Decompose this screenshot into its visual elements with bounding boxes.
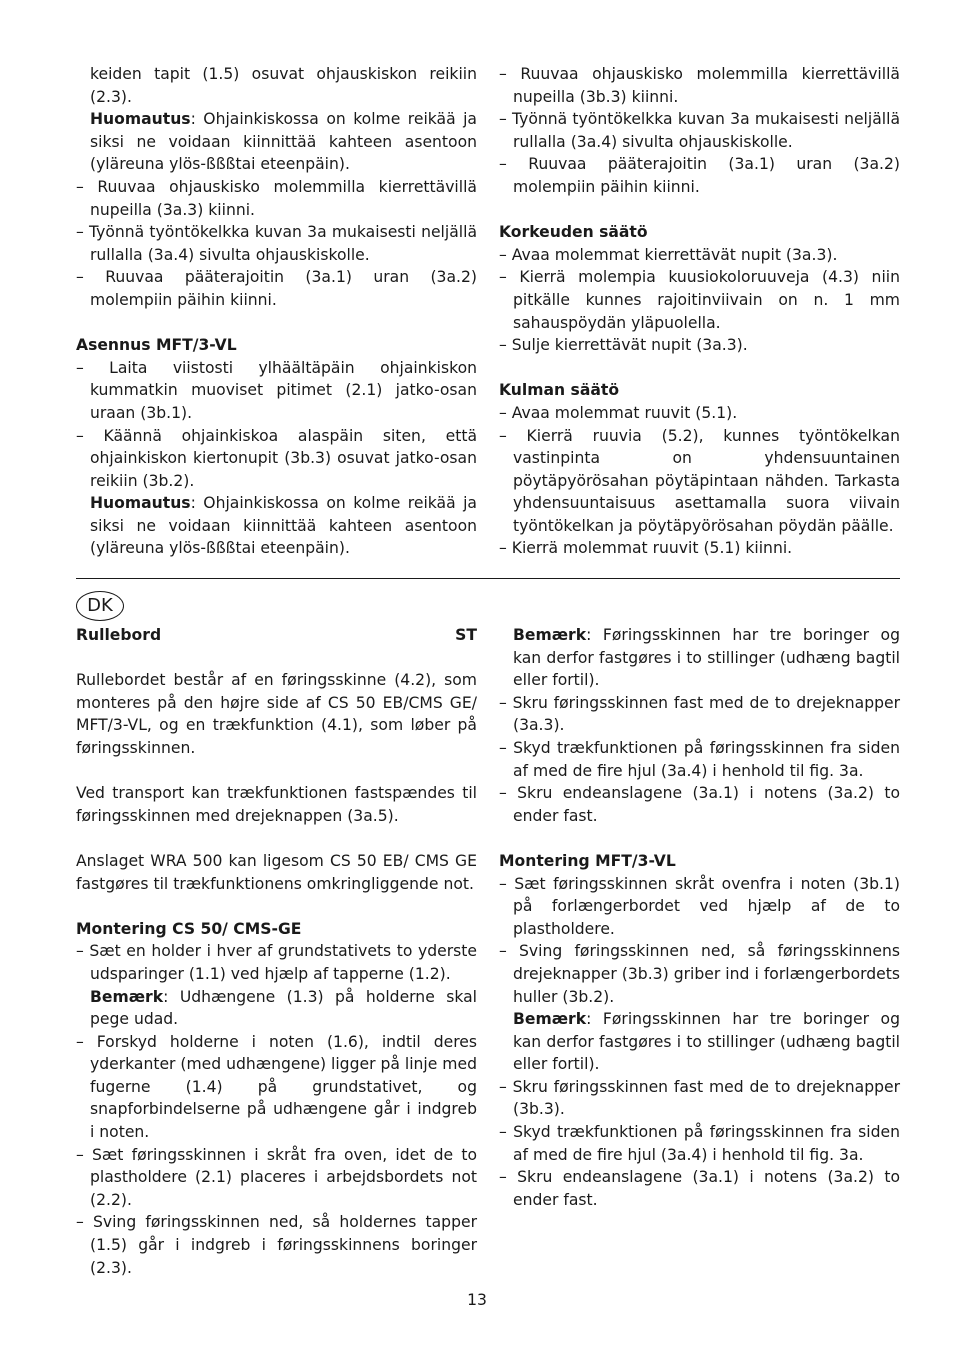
list-item: – Skyd trækfunktionen på føringsskinnen fra siden af med de fire hjul (3a.4) i henhold til fig. 3a. bbox=[499, 1123, 900, 1164]
top-right-column bbox=[499, 63, 900, 560]
list-item: – Ruuvaa pääterajoitin (3a.1) uran (3a.2) molempiin päihin kiinni. bbox=[499, 155, 900, 196]
language-badge bbox=[76, 591, 124, 621]
section-heading: Asennus MFT/3-VL bbox=[76, 336, 237, 355]
list-item: – Ruuvaa ohjauskisko molemmilla kierrettävillä nupeilla (3a.3) kiinni. bbox=[76, 177, 477, 219]
section-divider bbox=[76, 578, 900, 579]
list-item: – Käännä ohjainkiskoa alaspäin siten, että ohjainkiskon kiertonupit (3b.3) osuvat jatko-osan reikiin (3b.2). bbox=[76, 426, 477, 490]
bottom-left-column bbox=[76, 624, 477, 1279]
list-item: – Sæt en holder i hver af grundstativets to yderste udsparinger (1.1) ved hjælp af tapperne (1.2). bbox=[76, 942, 477, 983]
list-item: – Sving føringsskinnen ned, så føringsskinnens drejeknapper (3b.3) griber ind i forlængerbordets huller (3b.2). bbox=[499, 942, 900, 1006]
language-code: DK bbox=[87, 595, 113, 616]
note-label: Bemærk bbox=[513, 626, 587, 644]
note-paragraph bbox=[499, 624, 900, 692]
paragraph: Ved transport kan trækfunktionen fastspændes til føringsskinnen med drejeknappen (3a.5). bbox=[76, 784, 477, 825]
note-paragraph bbox=[499, 1008, 900, 1076]
list-item: – Sulje kierrettävät nupit (3a.3). bbox=[499, 336, 748, 355]
bottom-right-column bbox=[499, 624, 900, 1211]
note-label: Bemærk bbox=[513, 1010, 587, 1029]
list-item: – Avaa molemmat kierrettävät nupit (3a.3). bbox=[499, 245, 838, 264]
list-item: – Kierrä molempia kuusiokoloruuveja (4.3) niin pitkälle kunnes rajoitinviivain on n. 1 mm sahauspöydän yläpuolella. bbox=[499, 268, 900, 332]
top-left-column bbox=[76, 63, 477, 560]
list-item: – Ruuvaa pääterajoitin (3a.1) uran (3a.2) molempiin päihin kiinni. bbox=[76, 268, 477, 309]
note-paragraph bbox=[76, 108, 477, 176]
list-item: – Laita viistosti ylhäältäpäin ohjainkiskon kummatkin muoviset pitimet (2.1) jatko-osan uraan (3b.1). bbox=[76, 358, 477, 422]
list-item: – Forskyd holderne i noten (1.6), indtil deres yderkanter (med udhængene) ligger på linje med fugerne (1.4) på grundstativet, og snapforbindelserne på udhængene går i indgreb i noten. bbox=[76, 1032, 477, 1142]
list-item: – Avaa molemmat ruuvit (5.1). bbox=[499, 403, 738, 422]
section-heading: Kulman säätö bbox=[499, 381, 620, 400]
section-title: Rullebord bbox=[76, 626, 162, 644]
note-text: : Føringsskinnen har tre boringer og kan derfor fastgøres i to stillinger (udhæng bagtil eller fortil). bbox=[513, 1010, 900, 1074]
section-title-row bbox=[76, 624, 477, 647]
list-item: – Kierrä ruuvia (5.2), kunnes työntökelkan vastinpinta on yhdensuuntainen pöytäpyörösahan pöytäpintaan nähden. Tarkasta yhdensuuntaisuus asettamalla suora viivain työntökelkan ja pöytäpyörösahan pöydän päälle. bbox=[499, 426, 900, 535]
list-item: – Sving føringsskinnen ned, så holdernes tapper (1.5) går i indgreb i føringsskinnens boringer (2.3). bbox=[76, 1213, 477, 1277]
section-heading: Montering CS 50/ CMS-GE bbox=[76, 919, 302, 938]
note-label: Bemærk bbox=[90, 987, 164, 1006]
note-text: : Ohjainkiskossa on kolme reikää ja siksi ne voidaan kiinnittää kahteen asentoon (yläreuna ylös-ßßßtai eteenpäin). bbox=[90, 494, 477, 558]
list-item: – Skru endeanslagene (3a.1) i notens (3a.2) to ender fast. bbox=[499, 784, 900, 825]
list-item: – Ruuvaa ohjauskisko molemmilla kierrettävillä nupeilla (3b.3) kiinni. bbox=[499, 65, 900, 106]
note-label: Huomautus bbox=[90, 494, 191, 513]
list-item: keiden tapit (1.5) osuvat ohjauskiskon reikiin (2.3). bbox=[90, 65, 477, 106]
list-item: – Skru endeanslagene (3a.1) i notens (3a.2) to ender fast. bbox=[499, 1168, 900, 1209]
list-item: – Työnnä työntökelkka kuvan 3a mukaisesti neljällä rullalla (3a.4) sivulta ohjauskiskolle. bbox=[76, 223, 477, 264]
note-paragraph bbox=[76, 492, 477, 560]
note-text: : Føringsskinnen har tre boringer og kan derfor fastgøres i to stillinger (udhæng bagtil eller fortil). bbox=[513, 626, 900, 690]
list-item: – Skru føringsskinnen fast med de to drejeknapper (3a.3). bbox=[499, 693, 900, 735]
paragraph: Rullebordet består af en føringsskinne (4.2), som monteres på den højre side af CS 50 EB/CMS GE/ MFT/3-VL, og en trækfunktion (4.1), som løber på føringsskinnen. bbox=[76, 671, 477, 757]
section-title-code: ST bbox=[455, 626, 477, 644]
list-item: – Sæt føringsskinnen i skråt fra oven, idet de to plastholdere (2.1) placeres i arbejdsbordets not (2.2). bbox=[76, 1145, 477, 1209]
list-item: – Skyd trækfunktionen på føringsskinnen fra siden af med de fire hjul (3a.4) i henhold til fig. 3a. bbox=[499, 738, 900, 780]
paragraph: Anslaget WRA 500 kan ligesom CS 50 EB/ CMS GE fastgøres til trækfunktionens omkringliggende not. bbox=[76, 851, 477, 893]
list-item: – Kierrä molemmat ruuvit (5.1) kiinni. bbox=[499, 539, 793, 558]
note-paragraph bbox=[76, 986, 477, 1031]
list-item: – Työnnä työntökelkka kuvan 3a mukaisesti neljällä rullalla (3a.4) sivulta ohjauskiskolle. bbox=[499, 110, 900, 151]
list-item: – Skru føringsskinnen fast med de to drejeknapper (3b.3). bbox=[499, 1077, 900, 1119]
note-text: : Ohjainkiskossa on kolme reikää ja siksi ne voidaan kiinnittää kahteen asentoon (yläreuna ylös-ßßßtai eteenpäin). bbox=[90, 110, 477, 174]
note-text: : Udhængene (1.3) på holderne skal pege udad. bbox=[90, 987, 477, 1029]
section-heading: Montering MFT/3-VL bbox=[499, 851, 676, 870]
page-number: 13 bbox=[467, 1291, 487, 1309]
list-item: – Sæt føringsskinnen skråt ovenfra i noten (3b.1) på forlængerbordet ved hjælp af de to plastholdere. bbox=[499, 874, 900, 938]
note-label: Huomautus bbox=[90, 110, 191, 129]
section-heading: Korkeuden säätö bbox=[499, 223, 648, 242]
